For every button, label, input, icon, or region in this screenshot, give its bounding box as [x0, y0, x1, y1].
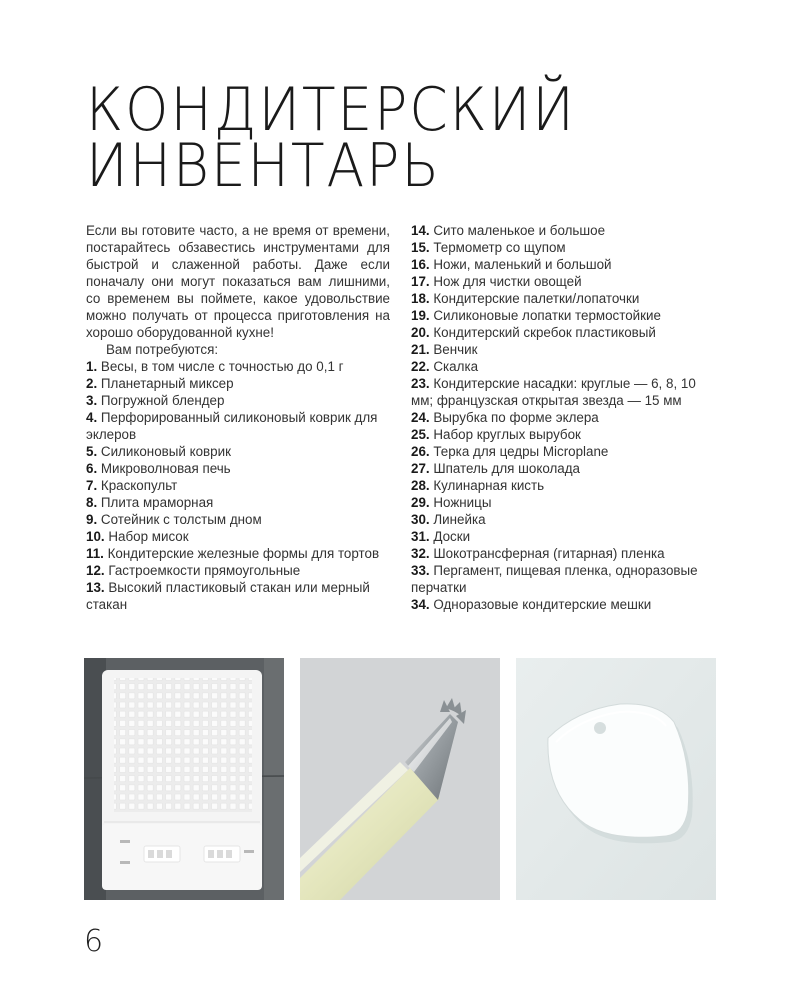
- item-text: Линейка: [433, 512, 486, 527]
- title-line-2: ИНВЕНТАРЬ: [86, 131, 441, 201]
- item-number: 25.: [411, 427, 430, 442]
- item-number: 24.: [411, 410, 430, 425]
- list-item: [411, 460, 711, 477]
- item-text: Ножницы: [433, 495, 492, 510]
- item-text: Вырубка по форме эклера: [433, 410, 599, 425]
- list-item: [411, 443, 711, 460]
- list-item: [411, 562, 711, 596]
- item-number: 8.: [86, 495, 98, 510]
- item-number: 27.: [411, 461, 430, 476]
- item-text: Одноразовые кондитерские мешки: [433, 597, 652, 612]
- item-text: Ножи, маленький и большой: [433, 257, 612, 272]
- list-item: [86, 409, 390, 443]
- scale-photo: [84, 658, 284, 900]
- items-list-left: [86, 358, 390, 613]
- list-item: [411, 528, 711, 545]
- item-text: Термометр со щупом: [433, 240, 566, 255]
- item-text: Набор круглых вырубок: [433, 427, 581, 442]
- list-item: [86, 477, 390, 494]
- item-text: Сотейник с толстым дном: [100, 512, 262, 527]
- item-text: Терка для цедры Microplane: [433, 444, 609, 459]
- item-number: 23.: [411, 376, 430, 391]
- list-item: [86, 358, 390, 375]
- list-item: [411, 375, 711, 409]
- intro-paragraph: Если вы готовите часто, а не время от времени, постарайтесь обзавестись инструментами для быстрой и слаженной работы. Даже если поначалу они могут показаться вам лишними, со временем вы поймете, какое удовольствие можно получать от процесса приготовления на хорошо оборудованной кухне!: [86, 223, 390, 340]
- item-text: Весы, в том числе с точностью до 0,1 г: [100, 359, 344, 374]
- list-item: [411, 222, 711, 239]
- item-text: Силиконовый коврик: [100, 444, 231, 459]
- list-item: [411, 273, 711, 290]
- list-item: [411, 358, 711, 375]
- list-item: [411, 239, 711, 256]
- item-text: Кондитерские железные формы для тортов: [107, 546, 380, 561]
- list-item: [411, 256, 711, 273]
- item-text: Кулинарная кисть: [433, 478, 545, 493]
- item-number: 11.: [86, 546, 104, 561]
- item-number: 31.: [411, 529, 430, 544]
- item-number: 6.: [86, 461, 98, 476]
- item-number: 18.: [411, 291, 430, 306]
- item-number: 30.: [411, 512, 430, 527]
- item-text: Силиконовые лопатки термостойкие: [433, 308, 661, 323]
- item-number: 5.: [86, 444, 98, 459]
- item-number: 21.: [411, 342, 430, 357]
- item-number: 16.: [411, 257, 430, 272]
- item-number: 33.: [411, 563, 430, 578]
- list-item: [411, 426, 711, 443]
- item-number: 12.: [86, 563, 105, 578]
- list-item: [86, 460, 390, 477]
- item-number: 28.: [411, 478, 430, 493]
- item-number: 26.: [411, 444, 430, 459]
- item-text: Шпатель для шоколада: [433, 461, 581, 476]
- item-text: Краскопульт: [100, 478, 178, 493]
- item-text: Кондитерский скребок пластиковый: [433, 325, 656, 340]
- item-text: Набор мисок: [108, 529, 189, 544]
- item-number: 19.: [411, 308, 430, 323]
- item-text: Пергамент, пищевая пленка, одноразовые перчатки: [411, 563, 698, 595]
- list-item: [86, 375, 390, 392]
- item-number: 13.: [86, 580, 105, 595]
- item-text: Кондитерские насадки: круглые — 6, 8, 10 мм; французская открытая звезда — 15 мм: [411, 376, 696, 408]
- list-item: [86, 392, 390, 409]
- item-number: 14.: [411, 223, 430, 238]
- list-item: [86, 545, 390, 562]
- item-number: 29.: [411, 495, 430, 510]
- item-number: 34.: [411, 597, 430, 612]
- list-item: [86, 528, 390, 545]
- item-number: 10.: [86, 529, 105, 544]
- list-item: [411, 409, 711, 426]
- right-column: [411, 222, 711, 613]
- item-number: 3.: [86, 393, 98, 408]
- list-item: [86, 511, 390, 528]
- item-text: Погружной блендер: [100, 393, 225, 408]
- item-text: Венчик: [433, 342, 478, 357]
- list-item: [411, 324, 711, 341]
- list-item: [411, 307, 711, 324]
- item-text: Планетарный миксер: [100, 376, 234, 391]
- item-number: 15.: [411, 240, 430, 255]
- list-item: [86, 443, 390, 460]
- item-number: 4.: [86, 410, 98, 425]
- page-title: [86, 75, 618, 201]
- list-item: [411, 511, 711, 528]
- list-item: [411, 341, 711, 358]
- item-text: Доски: [433, 529, 471, 544]
- list-item: [86, 579, 390, 613]
- item-text: Высокий пластиковый стакан или мерный стакан: [86, 580, 370, 612]
- item-number: 1.: [86, 359, 98, 374]
- scraper-photo: [516, 658, 716, 900]
- item-text: Сито маленькое и большое: [433, 223, 606, 238]
- list-item: [411, 596, 711, 613]
- items-list-right: [411, 222, 711, 613]
- list-item: [411, 494, 711, 511]
- item-text: Скалка: [433, 359, 479, 374]
- page-number: 6: [84, 924, 104, 959]
- item-number: 2.: [86, 376, 98, 391]
- item-number: 20.: [411, 325, 430, 340]
- item-text: Микроволновая печь: [100, 461, 231, 476]
- item-number: 17.: [411, 274, 430, 289]
- piping-bag-photo: [300, 658, 500, 900]
- item-text: Кондитерские палетки/лопаточки: [433, 291, 640, 306]
- item-text: Плита мраморная: [100, 495, 214, 510]
- item-text: Шокотрансферная (гитарная) пленка: [433, 546, 665, 561]
- title-line-1: КОНДИТЕРСКИЙ: [86, 75, 576, 145]
- list-item: [411, 477, 711, 494]
- list-item: [411, 290, 711, 307]
- item-number: 9.: [86, 512, 98, 527]
- item-text: Перфорированный силиконовый коврик для эклеров: [86, 410, 378, 442]
- list-item: [86, 494, 390, 511]
- item-number: 22.: [411, 359, 430, 374]
- list-item: [86, 562, 390, 579]
- item-text: Нож для чистки овощей: [433, 274, 582, 289]
- item-number: 7.: [86, 478, 98, 493]
- list-item: [411, 545, 711, 562]
- requirements-label: Вам потребуются:: [106, 342, 219, 357]
- left-column: [86, 222, 390, 613]
- item-text: Гастроемкости прямоугольные: [108, 563, 301, 578]
- item-number: 32.: [411, 546, 430, 561]
